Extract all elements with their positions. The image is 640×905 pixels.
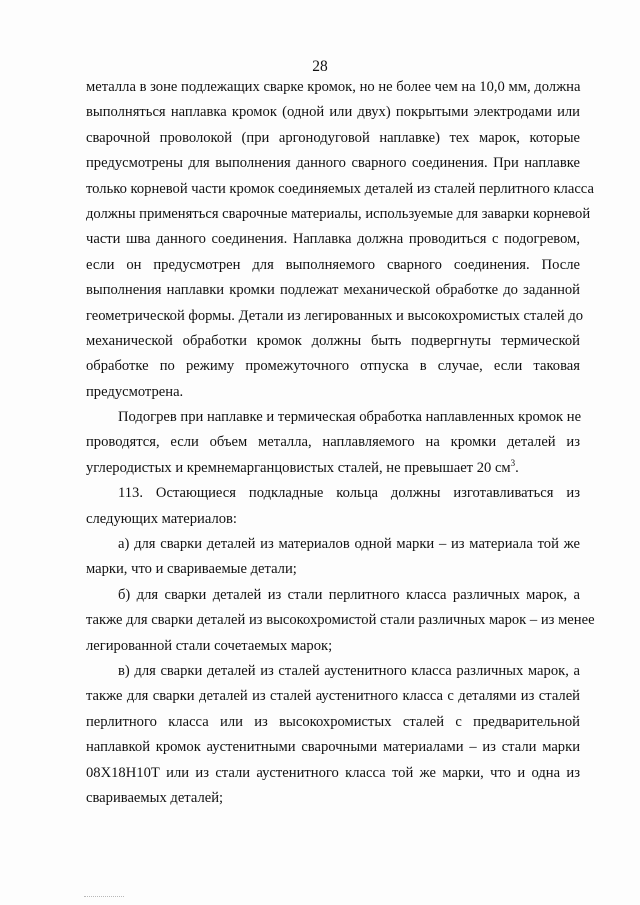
list-item-v <box>86 659 580 811</box>
text-line: перлитного класса или из высокохромистых сталей с предварительной <box>86 713 580 730</box>
text-line: выполнения наплавки кромки подлежат механической обработке до заданной <box>86 282 580 299</box>
paragraph-2 <box>86 405 580 481</box>
text-line: механической обработки кромок должны быть подвергнуты термической <box>86 332 580 349</box>
text-span: углеродистых и кремнемарганцовистых сталей, не превышает 20 см <box>86 459 511 476</box>
text-line: легированной стали сочетаемых марок; <box>86 637 333 654</box>
text-span: . <box>515 459 519 476</box>
text-line: выполняться наплавка кромок (одной или двух) покрытыми электродами или <box>86 104 580 121</box>
text-line: предусмотрены для выполнения данного сварного соединения. При наплавке <box>86 155 580 172</box>
text-line: должны применяться сварочные материалы, используемые для заварки корневой <box>86 205 591 222</box>
text-line: геометрической формы. Детали из легированных и высокохромистых сталей до <box>86 307 584 324</box>
text-line: металла в зоне подлежащих сварке кромок, но не более чем на 10,0 мм, должна <box>86 79 581 95</box>
text-line: марки, что и свариваемые детали; <box>86 561 297 578</box>
text-line: в) для сварки деталей из сталей аустенитного класса различных марок, а <box>118 662 580 679</box>
text-line: наплавкой кромок аустенитными сварочными материалами – из стали марки <box>86 739 580 756</box>
list-item-a <box>86 532 580 583</box>
text-line <box>86 456 580 481</box>
text-line: а) для сварки деталей из материалов одной марки – из материала той же <box>118 536 580 553</box>
text-line: б) для сварки деталей из стали перлитного класса различных марок, а <box>118 586 580 603</box>
text-line: проводятся, если объем металла, наплавляемого на кромки деталей из <box>86 434 580 451</box>
text-line: 08Х18Н10Т или из стали аустенитного класса той же марки, что и одна из <box>86 764 580 781</box>
text-line: также для сварки деталей из высокохромистой стали различных марок – из менее <box>86 612 595 629</box>
text-line: свариваемых деталей; <box>86 789 224 806</box>
paragraph-113 <box>86 481 580 532</box>
page-number: 28 <box>312 58 328 75</box>
text-line: обработке по режиму промежуточного отпуска в случае, если таковая <box>86 358 580 375</box>
text-line: только корневой части кромок соединяемых деталей из сталей перлитного класса <box>86 180 594 197</box>
text-line: сварочной проволокой (при аргонодуговой наплавке) тех марок, которые <box>86 129 580 146</box>
text-line: если он предусмотрен для выполняемого сварного соединения. После <box>86 256 580 273</box>
scan-artifact <box>84 896 124 899</box>
text-line: 113. Остающиеся подкладные кольца должны изготавливаться из <box>118 485 580 502</box>
text-line: Подогрев при наплавке и термическая обработка наплавленных кромок не <box>118 409 582 426</box>
text-line: части шва данного соединения. Наплавка должна проводиться с подогревом, <box>86 231 580 248</box>
text-line: также для сварки деталей из сталей аустенитного класса с деталями из сталей <box>86 688 580 705</box>
paragraph-1 <box>86 75 594 405</box>
list-item-b <box>86 583 595 659</box>
body-text <box>86 75 595 811</box>
text-line: следующих материалов: <box>86 510 237 527</box>
text-line: предусмотрена. <box>86 383 184 400</box>
superscript: 3 <box>510 458 516 468</box>
